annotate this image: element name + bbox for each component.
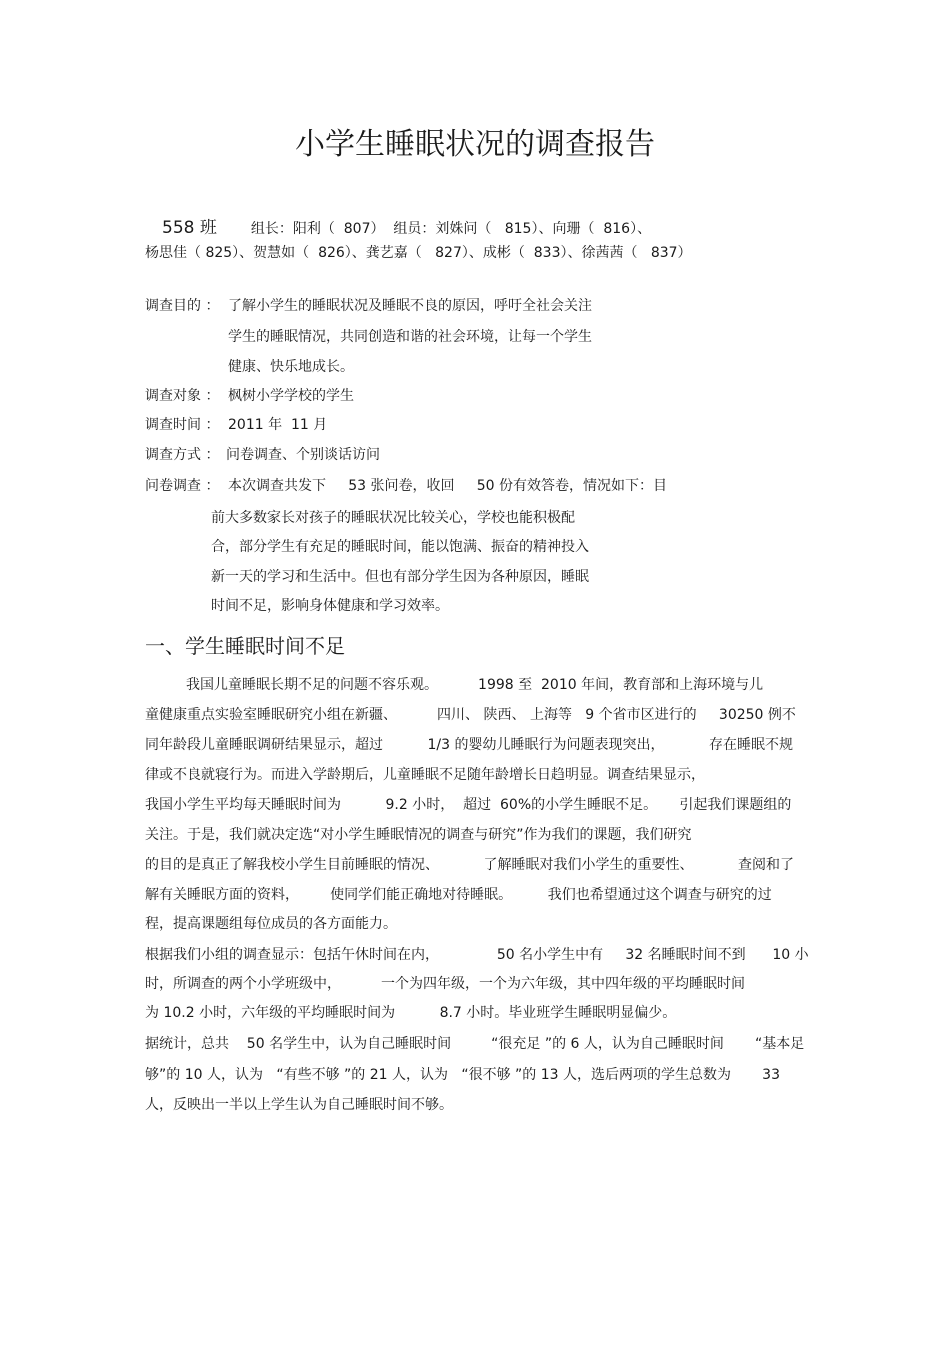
paragraph-line: 够”的 10 人，认为 “有些不够 ”的 21 人，认为 “很不够 ”的 13 人，选后两项的学生总数为 33 bbox=[145, 1067, 780, 1083]
field-label-survey: 问卷调查 ： bbox=[145, 478, 220, 494]
paragraph-line: 的目的是真正了解我校小学生目前睡眠的情况、 了解睡眠对我们小学生的重要性、 查阅和了 bbox=[145, 857, 795, 873]
paragraph-line: 律或不良就寝行为。而进入学龄期后，儿童睡眠不足随年龄增长日趋明显。调查结果显示， bbox=[145, 767, 705, 783]
document-title: 小学生睡眠状况的调查报告 bbox=[295, 127, 655, 162]
field-text-subject: 枫树小学学校的学生 bbox=[228, 388, 354, 404]
field-label-method: 调查方式 ： bbox=[145, 447, 220, 463]
paragraph-line: 人，反映出一半以上学生认为自己睡眠时间不够。 bbox=[145, 1097, 453, 1113]
authors-line-1 bbox=[162, 218, 651, 239]
paragraph-line: 同年龄段儿童睡眠调研结果显示，超过 1/3 的婴幼儿睡眠行为问题表现突出， 存在睡眠不规 bbox=[145, 737, 793, 753]
paragraph-line: 童健康重点实验室睡眠研究小组在新疆、 四川、 陕西、 上海等 9 个省市区进行的 30250 例不 bbox=[145, 707, 796, 723]
field-label-time: 调查时间 ： bbox=[145, 417, 220, 433]
section-heading: 一、学生睡眠时间不足 bbox=[145, 634, 345, 658]
field-text-survey-1: 本次调查共发下 53 张问卷，收回 50 份有效答卷，情况如下：目 bbox=[228, 478, 668, 494]
field-text-survey-5: 时间不足，影响身体健康和学习效率。 bbox=[211, 598, 449, 614]
field-text-survey-3: 合，部分学生有充足的睡眠时间，能以饱满、振奋的精神投入 bbox=[211, 539, 589, 555]
paragraph-line: 为 10.2 小时，六年级的平均睡眠时间为 8.7 小时。毕业班学生睡眠明显偏少。 bbox=[145, 1005, 677, 1021]
paragraph-line: 我国小学生平均每天睡眠时间为 9.2 小时， 超过 60%的小学生睡眠不足。 引起我们课题组的 bbox=[145, 797, 792, 813]
field-text-method: 问卷调查、个别谈话访问 bbox=[226, 447, 380, 463]
field-text-purpose-1: 了解小学生的睡眠状况及睡眠不良的原因，呼吁全社会关注 bbox=[228, 298, 592, 314]
field-label-subject: 调查对象 ： bbox=[145, 388, 220, 404]
field-text-purpose-3: 健康、快乐地成长。 bbox=[228, 359, 354, 375]
paragraph-line: 解有关睡眠方面的资料， 使同学们能正确地对待睡眠。 我们也希望通过这个调查与研究的过 bbox=[145, 887, 772, 903]
field-label-purpose: 调查目的 ： bbox=[145, 298, 220, 314]
authors-line-2: 杨思佳（ 825）、贺慧如（ 826）、龚艺嘉（ 827）、成彬（ 833）、徐茜茜（ 837） bbox=[145, 245, 692, 261]
class-label: 558 班 bbox=[162, 218, 217, 238]
authors-leader-members: 组长：阳利（ 807） 组员：刘姝问（ 815）、向珊（ 816）、 bbox=[250, 221, 652, 237]
field-text-survey-2: 前大多数家长对孩子的睡眠状况比较关心，学校也能积极配 bbox=[211, 510, 575, 526]
paragraph-line: 关注。于是，我们就决定选“对小学生睡眠情况的调查与研究”作为我们的课题，我们研究 bbox=[145, 827, 692, 843]
field-text-time: 2011 年 11 月 bbox=[228, 417, 328, 433]
paragraph-line: 我国儿童睡眠长期不足的问题不容乐观。 1998 至 2010 年间，教育部和上海环境与儿 bbox=[186, 677, 764, 693]
paragraph-line: 根据我们小组的调查显示：包括午休时间在内， 50 名小学生中有 32 名睡眠时间不到 10 小 bbox=[145, 947, 809, 963]
paragraph-line: 据统计，总共 50 名学生中，认为自己睡眠时间 “很充足 ”的 6 人，认为自己睡眠时间 “基本足 bbox=[145, 1036, 805, 1052]
field-text-survey-4: 新一天的学习和生活中。但也有部分学生因为各种原因，睡眠 bbox=[211, 569, 589, 585]
field-text-purpose-2: 学生的睡眠情况，共同创造和谐的社会环境，让每一个学生 bbox=[228, 329, 592, 345]
paragraph-line: 时，所调查的两个小学班级中， 一个为四年级，一个为六年级，其中四年级的平均睡眠时间 bbox=[145, 976, 746, 992]
paragraph-line: 程，提高课题组每位成员的各方面能力。 bbox=[145, 916, 397, 932]
